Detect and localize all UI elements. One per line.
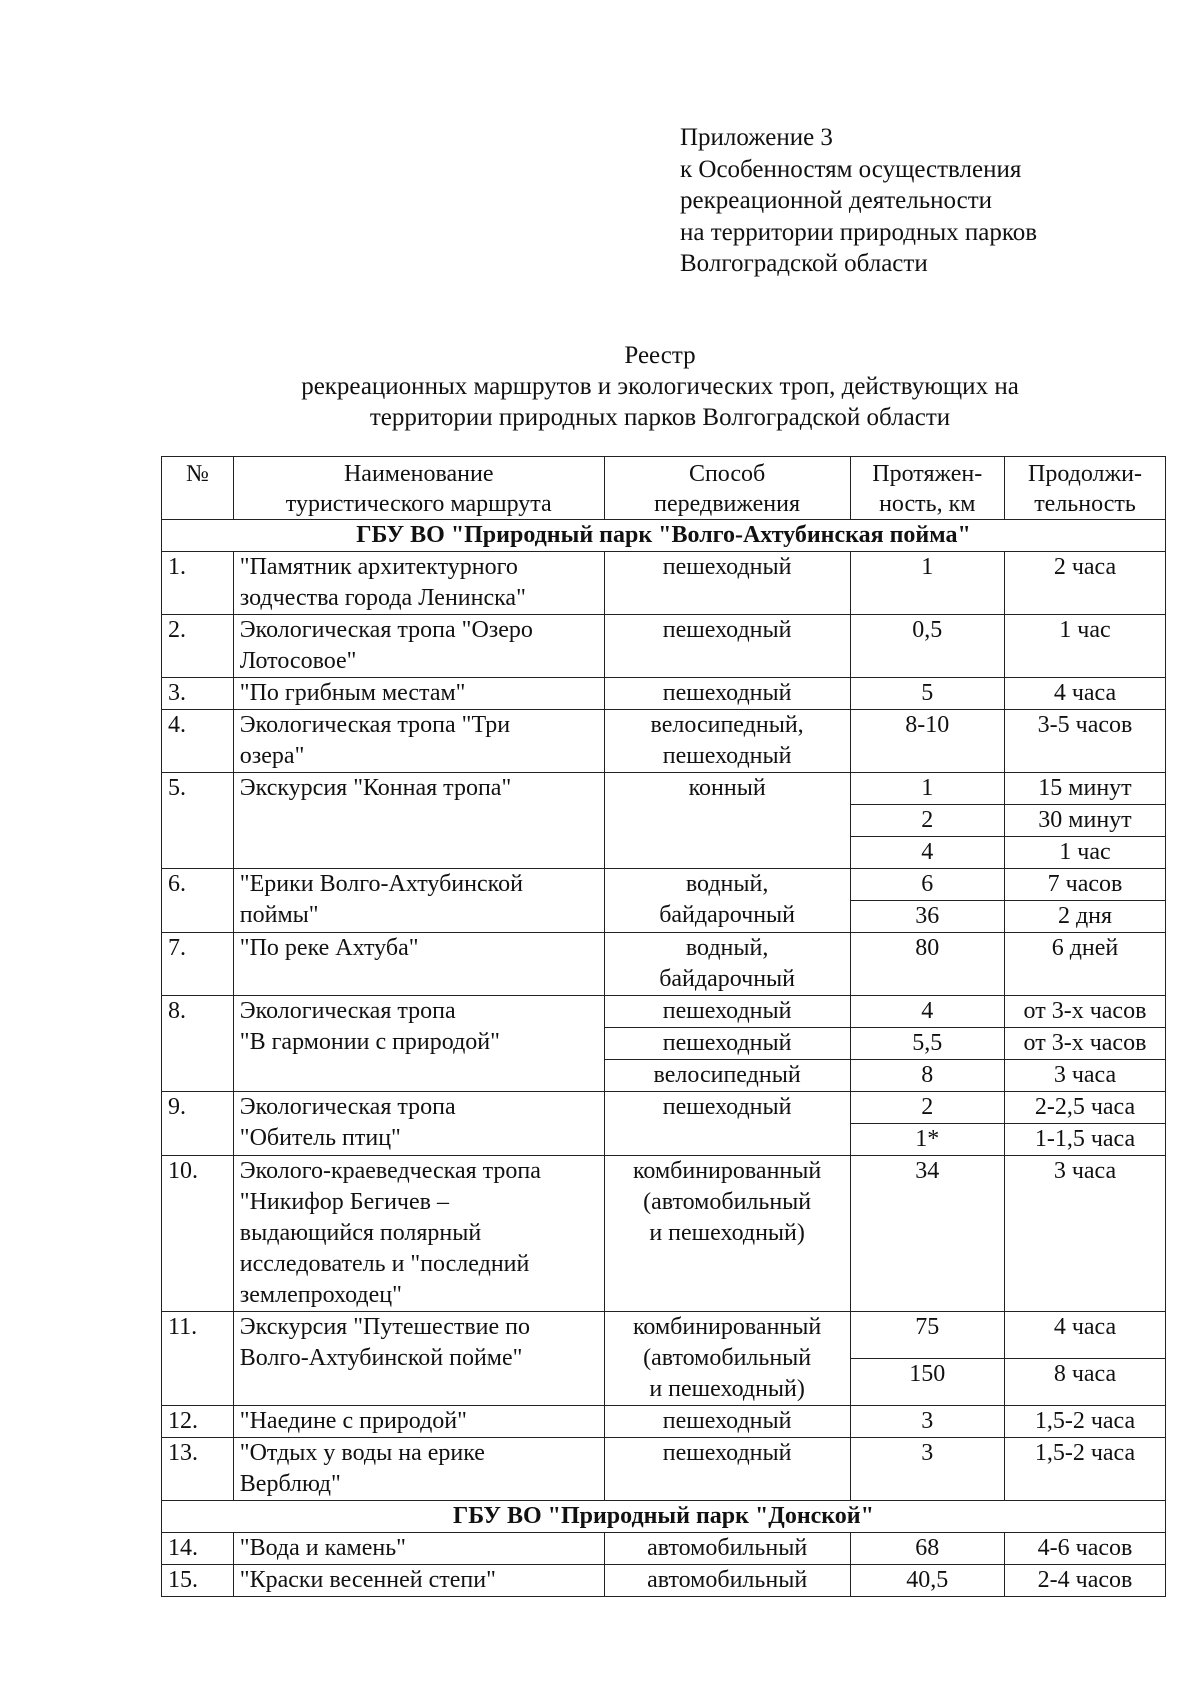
travel-method-line: (автомобильный (643, 1345, 812, 1371)
header-length (850, 457, 1004, 520)
route-name (233, 996, 604, 1092)
travel-method (604, 933, 850, 996)
route-length: 40,5 (850, 1565, 1004, 1597)
route-name (233, 678, 604, 710)
route-length: 150 (850, 1359, 1004, 1406)
route-name-line: "По реке Ахтуба" (239, 935, 419, 961)
route-length: 6 (850, 869, 1004, 901)
travel-method-line: водный, (685, 871, 769, 897)
header-duration-line: Продолжи- (1028, 461, 1142, 487)
row-number: 3. (162, 678, 234, 710)
travel-method (604, 615, 850, 678)
route-name-line: озера" (239, 743, 305, 769)
document-title (160, 340, 1160, 433)
header-length-line: Протяжен- (872, 461, 983, 487)
section-row (162, 520, 1166, 552)
route-duration: 4-6 часов (1004, 1533, 1165, 1565)
route-name-line: Волго-Ахтубинской пойме" (239, 1345, 523, 1371)
route-length: 0,5 (850, 615, 1004, 678)
row-number: 8. (162, 996, 234, 1092)
route-length: 36 (850, 901, 1004, 933)
register-table (161, 456, 1166, 1597)
route-name (233, 1312, 604, 1406)
route-duration: 1-1,5 часа (1004, 1124, 1165, 1156)
travel-method-line: автомобильный (647, 1567, 808, 1593)
route-duration: 3 часа (1004, 1156, 1165, 1312)
route-duration: 15 минут (1004, 773, 1165, 805)
header-duration-line: тельность (1034, 491, 1136, 517)
route-name-line: "Обитель птиц" (239, 1125, 401, 1151)
route-duration: от 3-х часов (1004, 996, 1165, 1028)
row-number: 11. (162, 1312, 234, 1406)
travel-method (604, 869, 850, 933)
route-name-line: Экологическая тропа "Три (239, 712, 511, 738)
table-row (162, 869, 1166, 901)
row-number: 12. (162, 1406, 234, 1438)
route-name-line: Эколого-краеведческая тропа (239, 1158, 541, 1184)
travel-method (604, 1156, 850, 1312)
travel-method (604, 1312, 850, 1406)
header-method (604, 457, 850, 520)
table-row (162, 552, 1166, 615)
route-duration: 3-5 часов (1004, 710, 1165, 773)
route-length: 68 (850, 1533, 1004, 1565)
travel-method (604, 1533, 850, 1565)
travel-method (604, 1438, 850, 1501)
row-number: 7. (162, 933, 234, 996)
header-name-line: туристического маршрута (285, 491, 552, 517)
route-name-line: исследователь и "последний (239, 1251, 530, 1277)
section-row (162, 1501, 1166, 1533)
route-length: 80 (850, 933, 1004, 996)
travel-method-line: комбинированный (632, 1314, 822, 1340)
route-name-line: выдающийся полярный (239, 1220, 482, 1246)
appendix-line: Волгоградской области (680, 250, 928, 277)
route-length: 3 (850, 1406, 1004, 1438)
header-name-line: Наименование (343, 461, 494, 487)
route-name-line: Экологическая тропа "Озеро (239, 617, 533, 643)
travel-method-line: байдарочный (659, 902, 796, 928)
travel-method-line: водный, (685, 935, 769, 961)
travel-method (604, 552, 850, 615)
travel-method-line: пешеходный (662, 743, 792, 769)
table-row (162, 1533, 1166, 1565)
route-name-line: "Краски весенней степи" (239, 1567, 496, 1593)
header-method-line: передвижения (654, 491, 801, 517)
travel-method: велосипедный (604, 1060, 850, 1092)
route-name (233, 1156, 604, 1312)
route-name (233, 1438, 604, 1501)
route-name-line: землепроходец" (239, 1282, 402, 1308)
route-length: 34 (850, 1156, 1004, 1312)
route-name-line: "Наедине с природой" (239, 1408, 467, 1434)
route-name-line: "В гармонии с природой" (239, 1029, 500, 1055)
route-name (233, 615, 604, 678)
travel-method-line: автомобильный (647, 1535, 808, 1561)
table-row (162, 996, 1166, 1028)
travel-method-line: комбинированный (632, 1158, 822, 1184)
table-header-row (162, 457, 1166, 520)
row-number: 14. (162, 1533, 234, 1565)
travel-method-line: конный (688, 775, 766, 801)
appendix-line: рекреационной деятельности (680, 187, 992, 214)
header-length-line: ность, км (879, 491, 976, 517)
route-length: 5 (850, 678, 1004, 710)
route-duration: 2 часа (1004, 552, 1165, 615)
route-name (233, 1092, 604, 1156)
appendix-line: Приложение 3 (680, 124, 833, 151)
travel-method (604, 1092, 850, 1156)
route-length: 4 (850, 996, 1004, 1028)
route-duration: 1,5-2 часа (1004, 1406, 1165, 1438)
route-duration: 1 час (1004, 837, 1165, 869)
table-row (162, 615, 1166, 678)
route-length: 2 (850, 1092, 1004, 1124)
route-duration: 1,5-2 часа (1004, 1438, 1165, 1501)
header-name (233, 457, 604, 520)
header-duration (1004, 457, 1165, 520)
route-name-line: "По грибным местам" (239, 680, 466, 706)
route-name-line: "Никифор Бегичев – (239, 1189, 449, 1215)
route-name-line: "Вода и камень" (239, 1535, 406, 1561)
route-name-line: поймы" (239, 902, 319, 928)
section-title: ГБУ ВО "Природный парк "Донской" (162, 1501, 1166, 1533)
travel-method-line: пешеходный (662, 1440, 792, 1466)
route-name-line: Экскурсия "Конная тропа" (239, 775, 512, 801)
route-length: 3 (850, 1438, 1004, 1501)
table-row (162, 678, 1166, 710)
route-name (233, 710, 604, 773)
travel-method-line: и пешеходный) (649, 1220, 805, 1246)
route-length: 5,5 (850, 1028, 1004, 1060)
table-row (162, 1092, 1166, 1124)
route-duration: 8 часа (1004, 1359, 1165, 1406)
route-length: 8 (850, 1060, 1004, 1092)
title-line: рекреационных маршрутов и экологических троп, действующих на (301, 373, 1019, 400)
travel-method-line: пешеходный (662, 554, 792, 580)
travel-method-line: и пешеходный) (649, 1376, 805, 1402)
row-number: 5. (162, 773, 234, 869)
route-name-line: Экскурсия "Путешествие по (239, 1314, 531, 1340)
table-row (162, 710, 1166, 773)
row-number: 4. (162, 710, 234, 773)
route-name (233, 1565, 604, 1597)
travel-method (604, 710, 850, 773)
route-duration: 6 дней (1004, 933, 1165, 996)
travel-method (604, 773, 850, 869)
travel-method-line: (автомобильный (643, 1189, 812, 1215)
route-duration: 3 часа (1004, 1060, 1165, 1092)
route-length: 2 (850, 805, 1004, 837)
row-number: 1. (162, 552, 234, 615)
route-name (233, 1406, 604, 1438)
travel-method (604, 678, 850, 710)
route-duration: 2 дня (1004, 901, 1165, 933)
route-name (233, 773, 604, 869)
route-name-line: "Памятник архитектурного (239, 554, 518, 580)
route-name-line: "Отдых у воды на ерике (239, 1440, 485, 1466)
travel-method: пешеходный (604, 1028, 850, 1060)
travel-method-line: пешеходный (662, 680, 792, 706)
route-name (233, 552, 604, 615)
route-duration: 2-2,5 часа (1004, 1092, 1165, 1124)
route-name-line: Лотосовое" (239, 648, 357, 674)
travel-method-line: пешеходный (662, 1408, 792, 1434)
title-line: Реестр (624, 342, 696, 369)
route-name-line: "Ерики Волго-Ахтубинской (239, 871, 523, 897)
title-line: территории природных парков Волгоградской области (369, 404, 951, 431)
table-row (162, 773, 1166, 805)
travel-method-line: байдарочный (659, 966, 796, 992)
row-number: 6. (162, 869, 234, 933)
row-number: 15. (162, 1565, 234, 1597)
travel-method (604, 1565, 850, 1597)
row-number: 9. (162, 1092, 234, 1156)
header-method-line: Способ (688, 461, 766, 487)
route-name-line: зодчества города Ленинска" (239, 585, 526, 611)
travel-method: пешеходный (604, 996, 850, 1028)
appendix-note (680, 122, 1037, 280)
route-length: 1* (850, 1124, 1004, 1156)
table-row (162, 1312, 1166, 1359)
route-name (233, 933, 604, 996)
route-duration: 7 часов (1004, 869, 1165, 901)
route-length: 4 (850, 837, 1004, 869)
route-duration: от 3-х часов (1004, 1028, 1165, 1060)
row-number: 10. (162, 1156, 234, 1312)
route-length: 8-10 (850, 710, 1004, 773)
route-name (233, 1533, 604, 1565)
travel-method-line: пешеходный (662, 617, 792, 643)
table-row (162, 1565, 1166, 1597)
appendix-line: на территории природных парков (680, 218, 1038, 246)
route-name-line: Верблюд" (239, 1471, 341, 1497)
route-name (233, 869, 604, 933)
route-length: 75 (850, 1312, 1004, 1359)
row-number: 13. (162, 1438, 234, 1501)
header-num: № (162, 457, 234, 520)
table-row (162, 933, 1166, 996)
route-length: 1 (850, 552, 1004, 615)
table-row (162, 1406, 1166, 1438)
travel-method-line: велосипедный, (650, 712, 804, 738)
route-duration: 4 часа (1004, 1312, 1165, 1359)
table-row (162, 1438, 1166, 1501)
route-duration: 2-4 часов (1004, 1565, 1165, 1597)
route-duration: 30 минут (1004, 805, 1165, 837)
travel-method (604, 1406, 850, 1438)
travel-method-line: пешеходный (662, 1094, 792, 1120)
route-name-line: Экологическая тропа (239, 1094, 456, 1120)
section-title: ГБУ ВО "Природный парк "Волго-Ахтубинская пойма" (162, 520, 1166, 552)
route-length: 1 (850, 773, 1004, 805)
route-duration: 4 часа (1004, 678, 1165, 710)
route-name-line: Экологическая тропа (239, 998, 456, 1024)
appendix-line: к Особенностям осуществления (680, 155, 1022, 183)
row-number: 2. (162, 615, 234, 678)
route-duration: 1 час (1004, 615, 1165, 678)
table-body (162, 520, 1166, 1597)
table-row (162, 1156, 1166, 1312)
